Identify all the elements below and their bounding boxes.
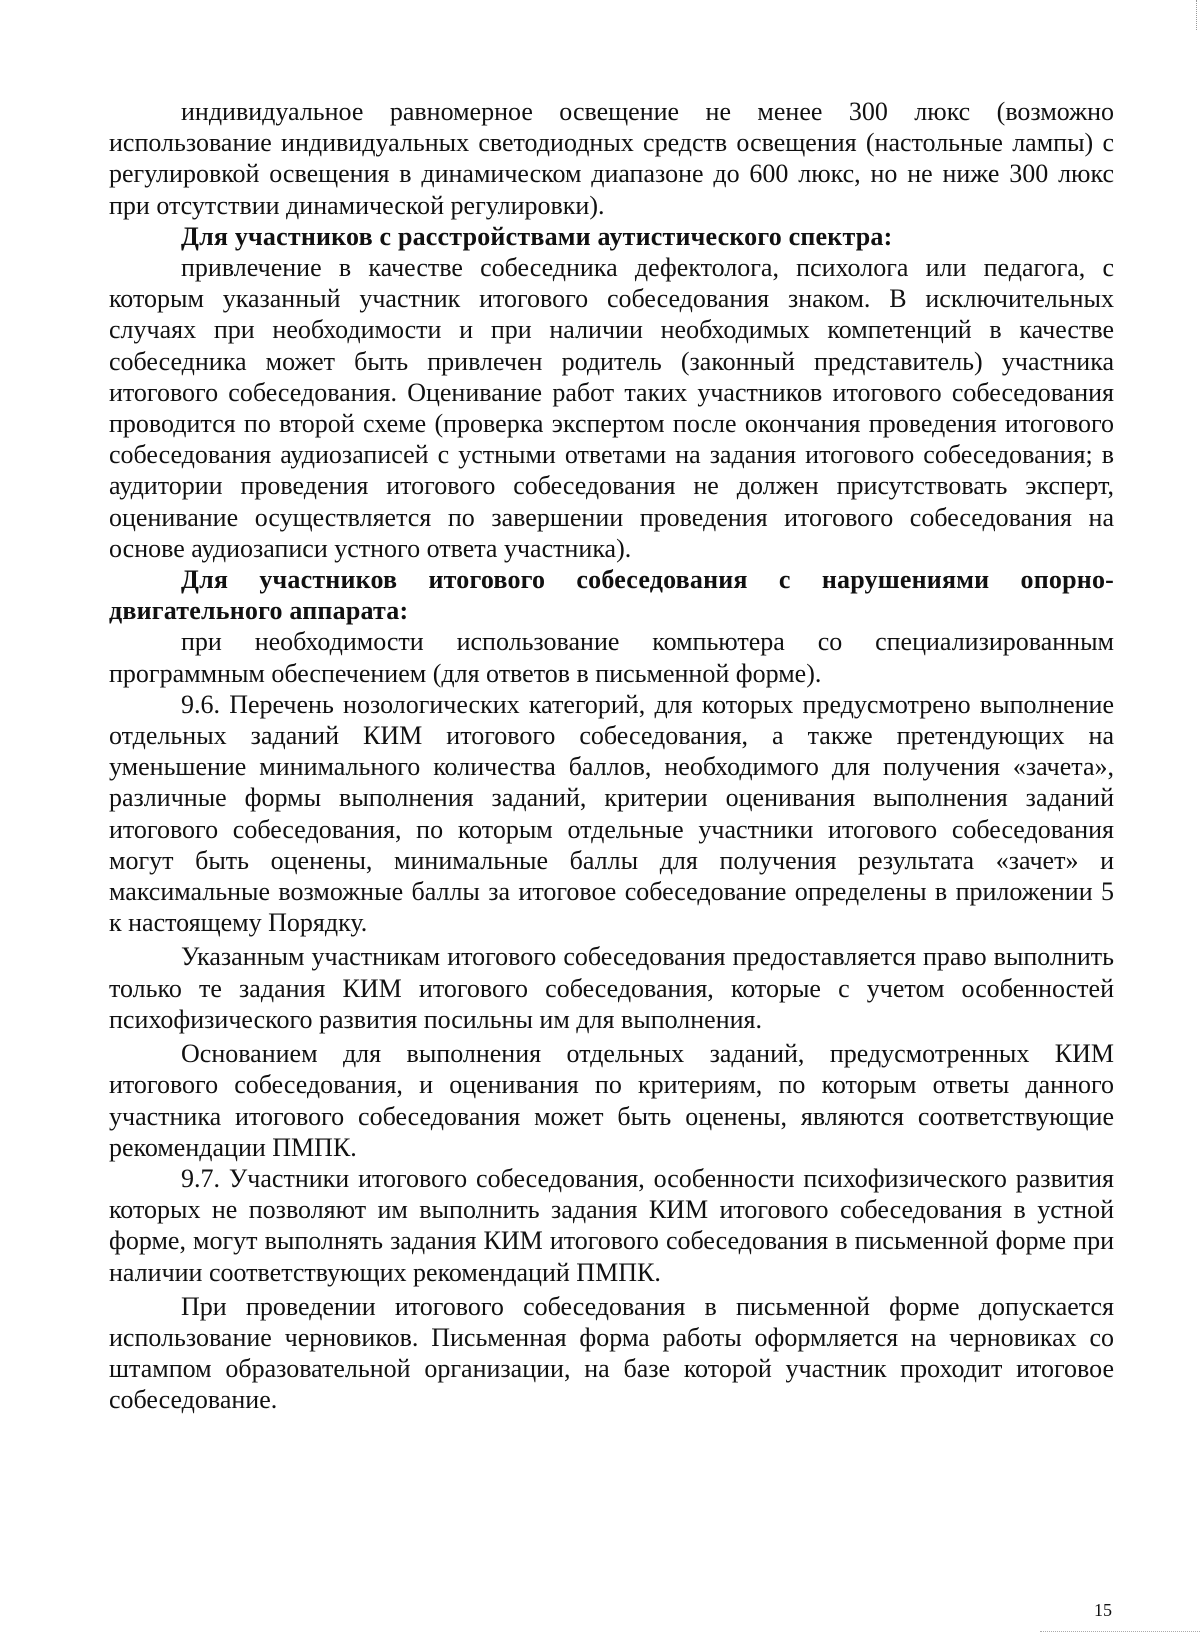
paragraph-drafts: При проведении итогового собеседования в письменной форме допускается использование черновиков. Письменная форма работы оформляется на черновиках со штампом образовательной организации, на базе которой участник проходит итоговое собеседование. bbox=[109, 1291, 1114, 1415]
document-body bbox=[109, 96, 1114, 1416]
scan-edge-mark bbox=[1196, 0, 1200, 30]
paragraph-autism-interlocutor: привлечение в качестве собеседника дефектолога, психолога или педагога, с которым указанный участник итогового собеседования знаком. В исключительных случаях при необходимости и при наличии необходимых компетенций в качестве собеседника может быть привлечен родитель (законный представитель) участника итогового собеседования. Оценивание работ таких участников итогового собеседования проводится по второй схеме (проверка экспертом после окончания проведения итогового собеседования аудиозаписей с устными ответами на задания итогового собеседования; в аудитории проведения итогового собеседования не должен присутствовать эксперт, оценивание осуществляется по завершении проведения итогового собеседования на основе аудиозаписи устного ответа участника). bbox=[109, 253, 1114, 563]
heading-autism-spectrum: Для участников с расстройствами аутистического спектра: bbox=[181, 221, 893, 251]
paragraph-computer-use: при необходимости использование компьютера со специализированным программным обеспечением (для ответов в письменной форме). bbox=[109, 627, 1114, 688]
paragraph-9-7: 9.7. Участники итогового собеседования, особенности психофизического развития которых не позволяют им выполнить задания КИМ итогового собеседования в устной форме, могут выполнять задания КИМ итогового собеседования в письменной форме при наличии соответствующих рекомендаций ПМПК. bbox=[109, 1163, 1114, 1287]
paragraph-9-6: 9.6. Перечень нозологических категорий, для которых предусмотрено выполнение отдельных заданий КИМ итогового собеседования, а также претендующих на уменьшение минимального количества баллов, необходимого для получения «зачета», различные формы выполнения заданий, критерии оценивания выполнения заданий итогового собеседования, по которым отдельные участники итогового собеседования могут быть оценены, минимальные баллы для получения результата «зачет» и максимальные возможные баллы за итоговое собеседование определены в приложении 5 к настоящему Порядку. bbox=[109, 689, 1114, 938]
paragraph-tasks-right: Указанным участникам итогового собеседования предоставляется право выполнить только те задания КИМ итогового собеседования, которые с учетом особенностей психофизического развития посильны им для выполнения. bbox=[109, 942, 1114, 1034]
paragraph-lighting: индивидуальное равномерное освещение не менее 300 люкс (возможно использование индивидуальных светодиодных средств освещения (настольные лампы) с регулировкой освещения в динамическом диапазоне до 600 люкс, но не ниже 300 люкс при отсутствии динамической регулировки). bbox=[109, 97, 1114, 220]
paragraph-pmpk-basis: Основанием для выполнения отдельных заданий, предусмотренных КИМ итогового собеседования, и оценивания по критериям, по которым ответы данного участника итогового собеседования может быть оценены, являются соответствующие рекомендации ПМПК. bbox=[109, 1039, 1114, 1162]
heading-musculoskeletal: Для участников итогового собеседования с нарушениями опорно-двигательного аппарата: bbox=[109, 565, 1114, 626]
page-number: 15 bbox=[1094, 1600, 1112, 1620]
